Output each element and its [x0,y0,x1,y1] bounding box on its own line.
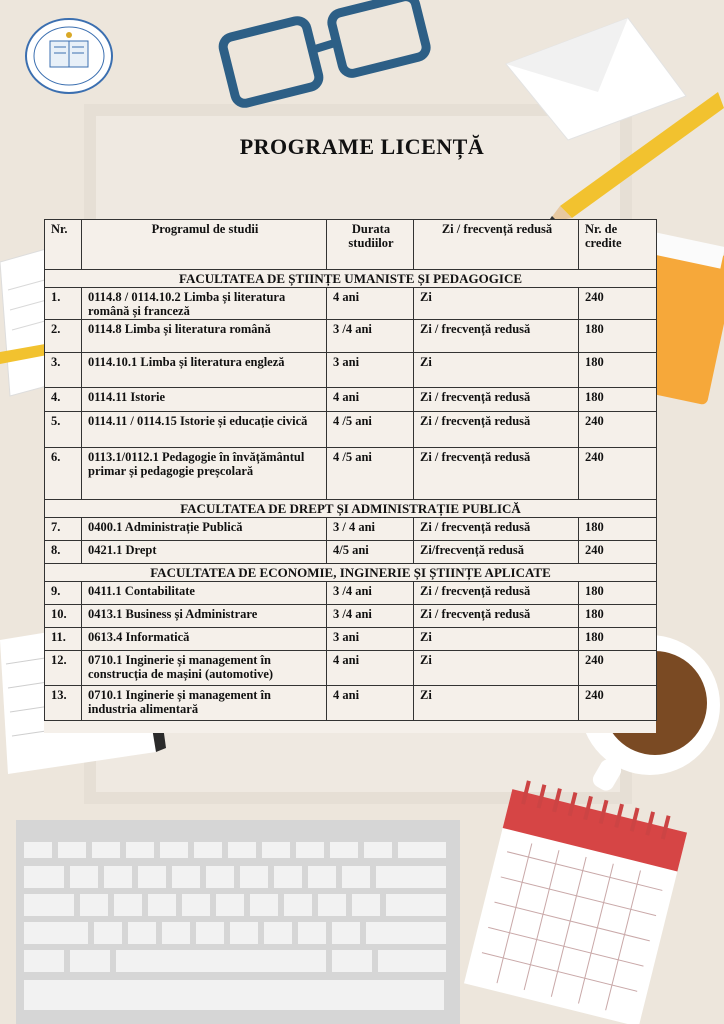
row-nr: 8. [45,541,82,564]
row-durata: 3 /4 ani [327,605,414,628]
row-nr: 1. [45,288,82,320]
row-program: 0613.4 Informatică [82,628,327,651]
row-nr: 12. [45,651,82,686]
row-nr: 9. [45,582,82,605]
faculty-name: FACULTATEA DE ȘTIINȚE UMANISTE ȘI PEDAGOGICE [45,270,657,288]
row-forma: Zi / frecvență redusă [414,448,579,500]
faculty-row [45,500,657,518]
row-credite: 180 [579,582,657,605]
row-credite: 240 [579,288,657,320]
header-credite: Nr. de credite [579,220,657,270]
row-forma: Zi / frecvență redusă [414,388,579,412]
row-nr: 13. [45,686,82,721]
row-durata: 4 ani [327,651,414,686]
row-forma: Zi / frecvență redusă [414,605,579,628]
row-program: 0114.8 Limba și literatura română [82,320,327,353]
row-durata: 4 /5 ani [327,448,414,500]
row-forma: Zi / frecvență redusă [414,518,579,541]
row-forma: Zi [414,651,579,686]
row-durata: 4/5 ani [327,541,414,564]
row-nr: 11. [45,628,82,651]
row-credite: 180 [579,605,657,628]
row-program: 0421.1 Drept [82,541,327,564]
table-row [45,288,657,320]
row-program: 0710.1 Inginerie și management în construcția de mașini (automotive) [82,651,327,686]
row-durata: 4 ani [327,388,414,412]
row-program: 0114.11 / 0114.15 Istorie și educație civică [82,412,327,448]
row-durata: 3 ani [327,628,414,651]
row-program: 0400.1 Administrație Publică [82,518,327,541]
row-program: 0114.11 Istorie [82,388,327,412]
table-row [45,448,657,500]
header-program: Programul de studii [82,220,327,270]
row-nr: 7. [45,518,82,541]
row-credite: 180 [579,320,657,353]
row-credite: 240 [579,686,657,721]
row-forma: Zi / frecvență redusă [414,582,579,605]
row-credite: 180 [579,628,657,651]
row-durata: 4 ani [327,288,414,320]
row-nr: 6. [45,448,82,500]
row-forma: Zi [414,288,579,320]
faculty-name: FACULTATEA DE ECONOMIE, INGINERIE ȘI ȘTIINȚE APLICATE [45,564,657,582]
row-nr: 4. [45,388,82,412]
table-row [45,628,657,651]
table-row [45,541,657,564]
row-credite: 180 [579,388,657,412]
header-nr: Nr. [45,220,82,270]
row-nr: 3. [45,353,82,388]
table-row [45,412,657,448]
table-row [45,518,657,541]
row-credite: 180 [579,518,657,541]
row-forma: Zi [414,353,579,388]
table-row [45,353,657,388]
faculty-name: FACULTATEA DE DREPT ȘI ADMINISTRAȚIE PUBLICĂ [45,500,657,518]
table-row [45,388,657,412]
row-credite: 240 [579,412,657,448]
row-forma: Zi/frecvență redusă [414,541,579,564]
row-credite: 180 [579,353,657,388]
row-forma: Zi / frecvență redusă [414,412,579,448]
keyboard-icon [16,820,460,1024]
header-frecventa: Zi / frecvență redusă [414,220,579,270]
table-row [45,582,657,605]
row-nr: 2. [45,320,82,353]
row-durata: 4 ani [327,686,414,721]
page-title: PROGRAME LICENȚĂ [239,134,485,159]
table-header-row [45,220,657,270]
row-credite: 240 [579,651,657,686]
row-durata: 3 /4 ani [327,582,414,605]
table-row [45,605,657,628]
row-program: 0411.1 Contabilitate [82,582,327,605]
row-forma: Zi [414,628,579,651]
row-program: 0113.1/0112.1 Pedagogie în învățământul primar și pedagogie preșcolară [82,448,327,500]
row-program: 0114.8 / 0114.10.2 Limba și literatura română și franceză [82,288,327,320]
row-program: 0413.1 Business și Administrare [82,605,327,628]
university-logo [24,17,114,95]
row-durata: 3 ani [327,353,414,388]
row-nr: 5. [45,412,82,448]
row-forma: Zi / frecvență redusă [414,320,579,353]
row-durata: 4 /5 ani [327,412,414,448]
row-nr: 10. [45,605,82,628]
table-row [45,651,657,686]
row-program: 0114.10.1 Limba și literatura engleză [82,353,327,388]
row-program: 0710.1 Inginerie și management în industria alimentară [82,686,327,721]
row-durata: 3 /4 ani [327,320,414,353]
row-forma: Zi [414,686,579,721]
header-durata: Durata studiilor [327,220,414,270]
table-row [45,320,657,353]
faculty-row [45,564,657,582]
programs-table [44,219,657,721]
row-durata: 3 / 4 ani [327,518,414,541]
row-credite: 240 [579,448,657,500]
faculty-row [45,270,657,288]
row-credite: 240 [579,541,657,564]
table-row [45,686,657,721]
